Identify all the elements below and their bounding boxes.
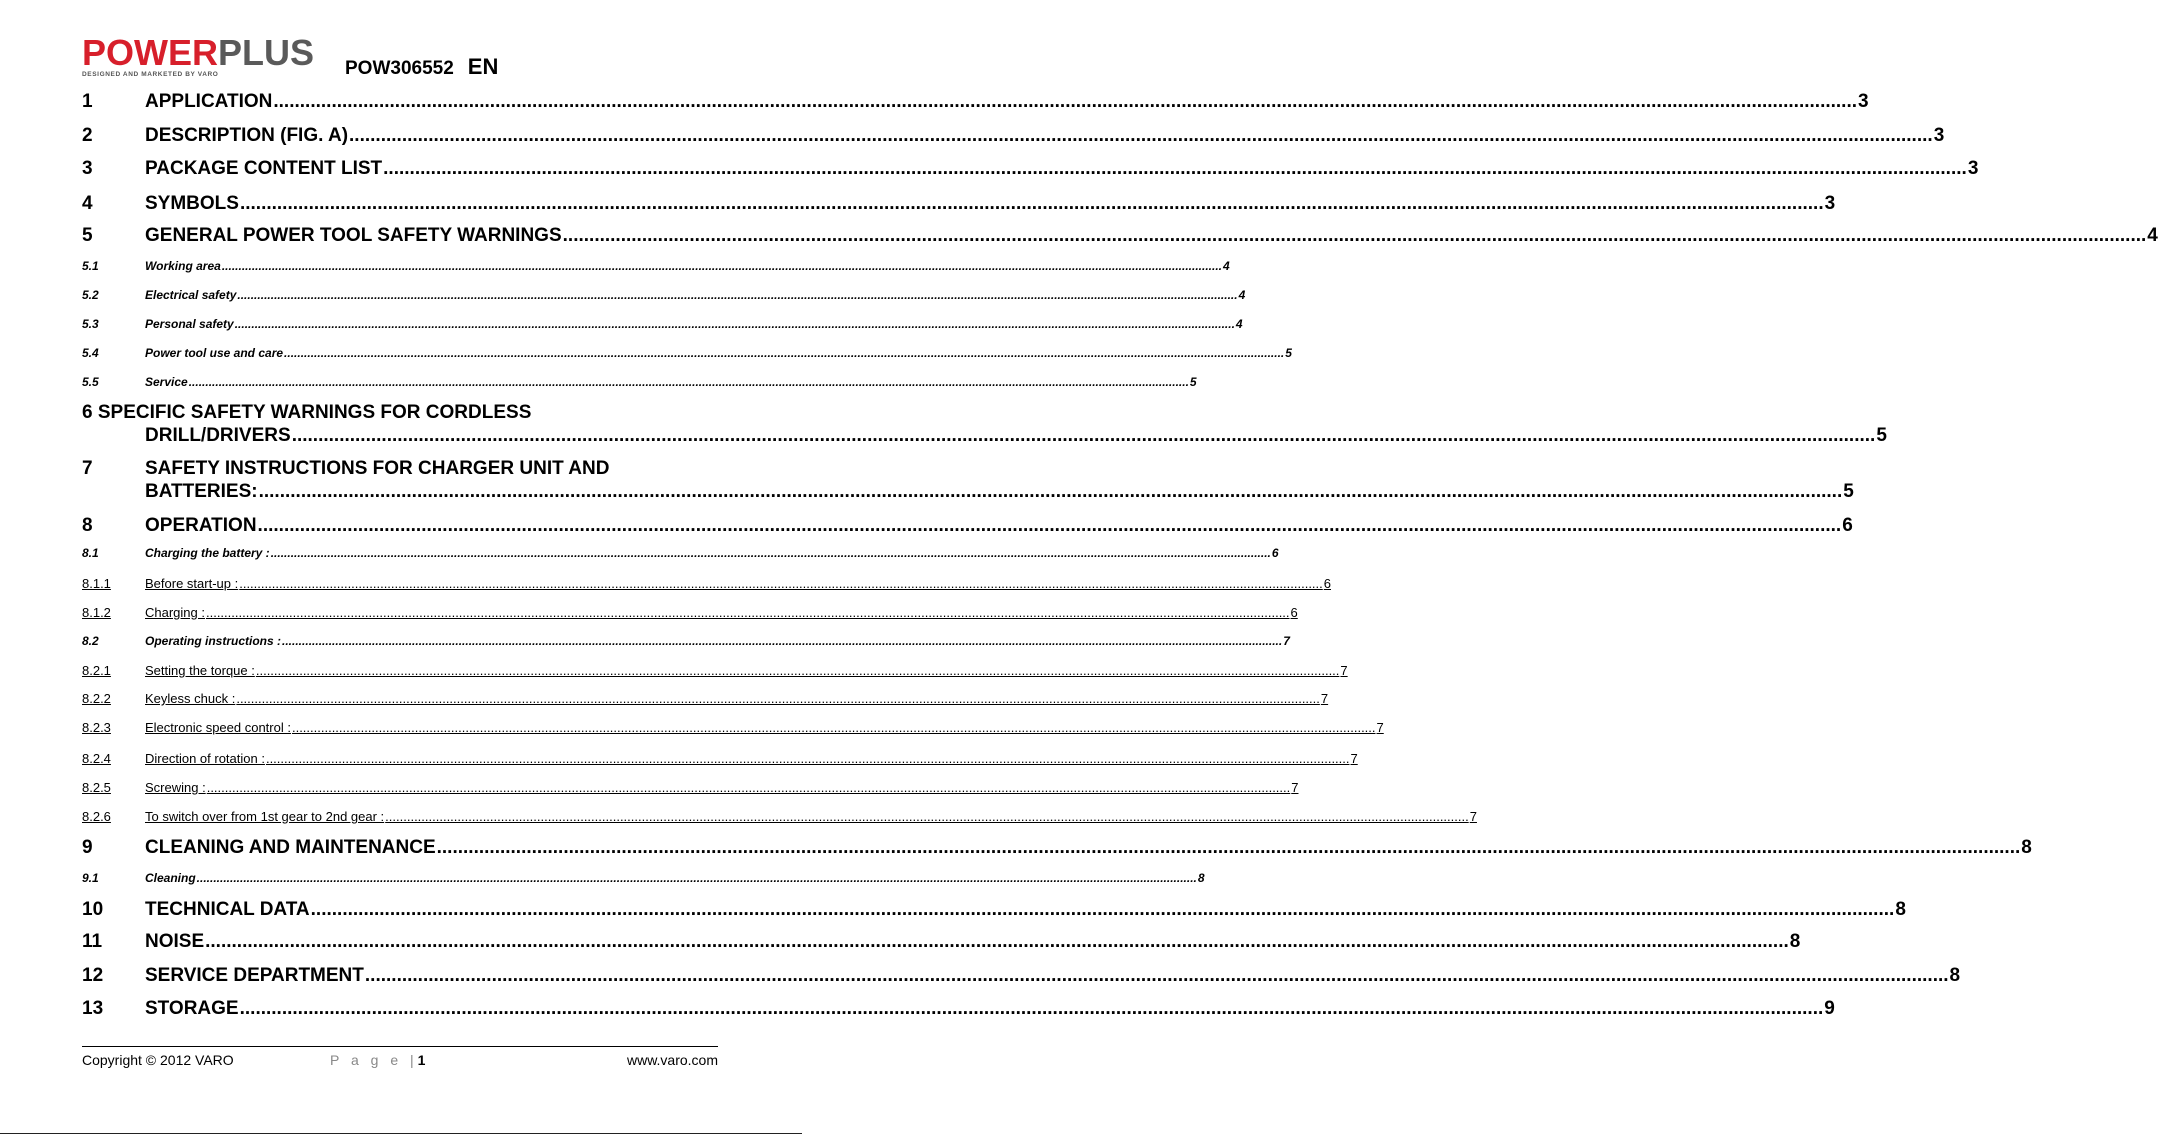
dot-leader: ............................................................................................................................................................................................................................................................................................................	[239, 193, 1824, 214]
toc-entry[interactable]	[82, 425, 1887, 447]
toc-title: Direction of rotation :	[145, 751, 265, 766]
dot-leader: ............................................................................................................................................................................................................................................................................................................	[258, 481, 1843, 502]
toc-entry[interactable]	[82, 691, 1329, 706]
toc-entry[interactable]	[82, 837, 2032, 859]
dot-leader: ............................................................................................................................................................................................................................................................................................................	[205, 605, 1290, 620]
toc-title: STORAGE	[145, 998, 239, 1019]
toc-entry[interactable]	[82, 515, 1853, 537]
toc-number: 13	[82, 998, 104, 1019]
toc-page-number: 7	[1350, 751, 1358, 766]
toc-title: APPLICATION	[145, 91, 273, 112]
toc-entry[interactable]	[82, 91, 1869, 113]
toc-title: BATTERIES:	[145, 481, 258, 502]
toc-entry[interactable]	[82, 225, 2158, 247]
toc-title: SERVICE DEPARTMENT	[145, 965, 364, 986]
page-num: 1	[417, 1052, 426, 1068]
toc-number: 8.2.4	[82, 751, 111, 766]
dot-leader: ............................................................................................................................................................................................................................................................................................................	[236, 691, 1320, 706]
toc-number: 5.3	[82, 317, 99, 331]
dot-leader: ............................................................................................................................................................................................................................................................................................................	[257, 515, 1842, 536]
toc-title: Electrical safety	[145, 288, 237, 302]
dot-leader: ............................................................................................................................................................................................................................................................................................................	[270, 546, 1271, 560]
toc-page-number: 7	[1283, 634, 1290, 648]
dot-leader: ............................................................................................................................................................................................................................................................................................................	[234, 317, 1235, 331]
dot-leader: ............................................................................................................................................................................................................................................................................................................	[383, 158, 1967, 179]
dot-leader: ............................................................................................................................................................................................................................................................................................................	[349, 125, 1933, 146]
toc-number: 4	[82, 193, 93, 214]
toc-number: 8.1.1	[82, 576, 111, 591]
toc-page-number: 5	[1843, 481, 1854, 502]
toc-entry[interactable]	[82, 899, 1906, 921]
toc-page-number: 5	[1189, 375, 1197, 389]
toc-page-number: 6	[1290, 605, 1298, 620]
model-number: POW306552	[345, 58, 454, 79]
toc-title: NOISE	[145, 931, 205, 952]
toc-entry[interactable]	[82, 546, 1279, 560]
toc-entry[interactable]	[82, 481, 1854, 503]
toc-entry[interactable]	[82, 809, 1477, 824]
toc-entry[interactable]	[82, 663, 1348, 678]
toc-title: DRILL/DRIVERS	[145, 425, 291, 446]
powerplus-logo	[82, 32, 337, 79]
toc-title: TECHNICAL DATA	[145, 899, 310, 920]
toc-entry[interactable]	[82, 605, 1298, 620]
dot-leader: ............................................................................................................................................................................................................................................................................................................	[206, 780, 1291, 795]
footer-page-number	[330, 1052, 425, 1069]
toc-number: 5.5	[82, 375, 99, 389]
dot-leader: ............................................................................................................................................................................................................................................................................................................	[291, 425, 1876, 446]
toc-page-number: 8	[1789, 931, 1801, 952]
toc-page-number: 8	[1949, 965, 1961, 986]
toc-number: 8.1.2	[82, 605, 111, 620]
toc-number: 11	[82, 931, 103, 952]
toc-number: 1	[82, 91, 93, 112]
toc-number: 2	[82, 125, 93, 146]
toc-page-number: 8	[2021, 837, 2032, 858]
toc-page-number: 5	[1876, 425, 1887, 446]
toc-entry[interactable]	[82, 871, 1205, 885]
toc-title: Working area	[145, 259, 221, 273]
toc-page-number: 7	[1320, 691, 1329, 706]
toc-page-number: 3	[1824, 193, 1836, 214]
toc-page-number: 8	[1895, 899, 1906, 920]
toc-page-number: 3	[1933, 125, 1945, 146]
toc-title: Personal safety	[145, 317, 234, 331]
toc-page-number: 6	[1323, 576, 1331, 591]
logo-power-text: POWER	[82, 32, 219, 73]
toc-entry[interactable]	[82, 317, 1243, 331]
toc-entry[interactable]	[82, 931, 1801, 953]
toc-title: SYMBOLS	[145, 193, 239, 214]
toc-title: To switch over from 1st gear to 2nd gear :	[145, 809, 385, 824]
toc-title: OPERATION	[145, 515, 257, 536]
toc-title: CLEANING AND MAINTENANCE	[145, 837, 436, 858]
dot-leader: ............................................................................................................................................................................................................................................................................................................	[385, 809, 1469, 824]
toc-number: 8.1	[82, 546, 99, 560]
toc-entry-first-line[interactable]	[82, 458, 609, 479]
toc-number: 9.1	[82, 871, 99, 885]
toc-number: 5.4	[82, 346, 99, 360]
toc-page-number: 7	[1469, 809, 1477, 824]
dot-leader: ............................................................................................................................................................................................................................................................................................................	[284, 346, 1285, 360]
toc-title: Electronic speed control :	[145, 720, 291, 735]
footer-divider	[82, 1046, 718, 1047]
toc-entry[interactable]	[82, 576, 1331, 591]
toc-page-number: 7	[1376, 720, 1384, 735]
toc-entry[interactable]	[82, 193, 1836, 215]
footer-website: www.varo.com	[626, 1052, 718, 1068]
toc-number: 5.1	[82, 259, 99, 273]
logo-plus-text: PLUS	[218, 32, 315, 73]
dot-leader: ............................................................................................................................................................................................................................................................................................................	[205, 931, 1789, 952]
toc-title: GENERAL POWER TOOL SAFETY WARNINGS	[145, 225, 562, 246]
page-label: P a g e	[330, 1052, 403, 1068]
toc-number: 8.2.3	[82, 720, 111, 735]
toc-number: 8.2	[82, 634, 99, 648]
toc-number: 9	[82, 837, 93, 858]
dot-leader: ............................................................................................................................................................................................................................................................................................................	[310, 899, 1895, 920]
page-bottom-edge	[0, 1133, 802, 1134]
toc-entry[interactable]	[82, 259, 1230, 273]
dot-leader: ............................................................................................................................................................................................................................................................................................................	[436, 837, 2021, 858]
toc-page-number: 6	[1842, 515, 1853, 536]
toc-title: Charging the battery :	[145, 546, 270, 560]
dot-leader: ............................................................................................................................................................................................................................................................................................................	[239, 576, 1323, 591]
language-code: EN	[467, 54, 499, 79]
toc-page-number: 3	[1967, 158, 1979, 179]
dot-leader: ............................................................................................................................................................................................................................................................................................................	[273, 91, 1858, 112]
toc-number: 8	[82, 515, 93, 536]
dot-leader: ............................................................................................................................................................................................................................................................................................................	[196, 871, 1197, 885]
footer-copyright: Copyright © 2012 VARO	[82, 1052, 234, 1068]
toc-entry[interactable]	[82, 158, 1979, 180]
toc-entry[interactable]	[82, 720, 1384, 735]
toc-number: 5.2	[82, 288, 99, 302]
dot-leader: ............................................................................................................................................................................................................................................................................................................	[282, 634, 1283, 648]
dot-leader: ............................................................................................................................................................................................................................................................................................................	[562, 225, 2147, 246]
toc-page-number: 4	[1223, 259, 1230, 273]
toc-title-line: 6 SPECIFIC SAFETY WARNINGS FOR CORDLESS	[82, 402, 532, 423]
toc-entry[interactable]	[82, 780, 1299, 795]
toc-page-number: 9	[1824, 998, 1835, 1019]
toc-number: 8.2.5	[82, 780, 111, 795]
toc-entry-first-line[interactable]	[82, 402, 531, 423]
toc-title: Operating instructions :	[145, 634, 282, 648]
toc-title: Service	[145, 375, 188, 389]
toc-title: DESCRIPTION (FIG. A)	[145, 125, 349, 146]
toc-entry[interactable]	[82, 998, 1835, 1020]
toc-number: 12	[82, 965, 104, 986]
toc-number: 8.2.2	[82, 691, 111, 706]
toc-title: Keyless chuck :	[145, 691, 236, 706]
toc-entry[interactable]	[82, 375, 1197, 389]
dot-leader: ............................................................................................................................................................................................................................................................................................................	[255, 663, 1340, 678]
toc-title-line: SAFETY INSTRUCTIONS FOR CHARGER UNIT AND	[145, 458, 610, 479]
toc-entry[interactable]	[82, 288, 1246, 302]
toc-number: 8.2.6	[82, 809, 111, 824]
toc-page-number: 7	[1340, 663, 1348, 678]
dot-leader: ............................................................................................................................................................................................................................................................................................................	[237, 288, 1238, 302]
toc-page-number: 7	[1291, 780, 1299, 795]
toc-page-number: 4	[2147, 225, 2158, 246]
toc-number: 7	[82, 458, 93, 479]
logo-tagline: DESIGNED AND MARKETED BY VARO	[82, 71, 219, 78]
toc-title: Before start-up :	[145, 576, 239, 591]
toc-entry[interactable]	[82, 965, 1961, 987]
dot-leader: ............................................................................................................................................................................................................................................................................................................	[291, 720, 1376, 735]
toc-page-number: 8	[1197, 871, 1205, 885]
dot-leader: ............................................................................................................................................................................................................................................................................................................	[188, 375, 1189, 389]
toc-page-number: 5	[1285, 346, 1292, 360]
toc-title: Setting the torque :	[145, 663, 255, 678]
toc-title: Cleaning	[145, 871, 196, 885]
toc-page-number: 3	[1858, 91, 1869, 112]
toc-title: Power tool use and care	[145, 346, 284, 360]
document-id	[345, 56, 498, 80]
toc-title: Charging :	[145, 605, 205, 620]
toc-entry[interactable]	[82, 125, 1945, 147]
toc-entry[interactable]	[82, 751, 1358, 766]
toc-title: PACKAGE CONTENT LIST	[145, 158, 383, 179]
toc-page-number: 4	[1238, 288, 1246, 302]
toc-number: 8.2.1	[82, 663, 111, 678]
toc-page-number: 4	[1235, 317, 1243, 331]
toc-number: 5	[82, 225, 93, 246]
page-separator: |	[410, 1052, 418, 1068]
toc-title: Screwing :	[145, 780, 206, 795]
toc-entry[interactable]	[82, 346, 1292, 360]
dot-leader: ............................................................................................................................................................................................................................................................................................................	[265, 751, 1350, 766]
dot-leader: ............................................................................................................................................................................................................................................................................................................	[221, 259, 1223, 273]
dot-leader: ............................................................................................................................................................................................................................................................................................................	[239, 998, 1824, 1019]
toc-page-number: 6	[1271, 546, 1279, 560]
toc-number: 3	[82, 158, 93, 179]
toc-entry[interactable]	[82, 634, 1290, 648]
toc-number: 10	[82, 899, 104, 920]
dot-leader: ............................................................................................................................................................................................................................................................................................................	[364, 965, 1949, 986]
